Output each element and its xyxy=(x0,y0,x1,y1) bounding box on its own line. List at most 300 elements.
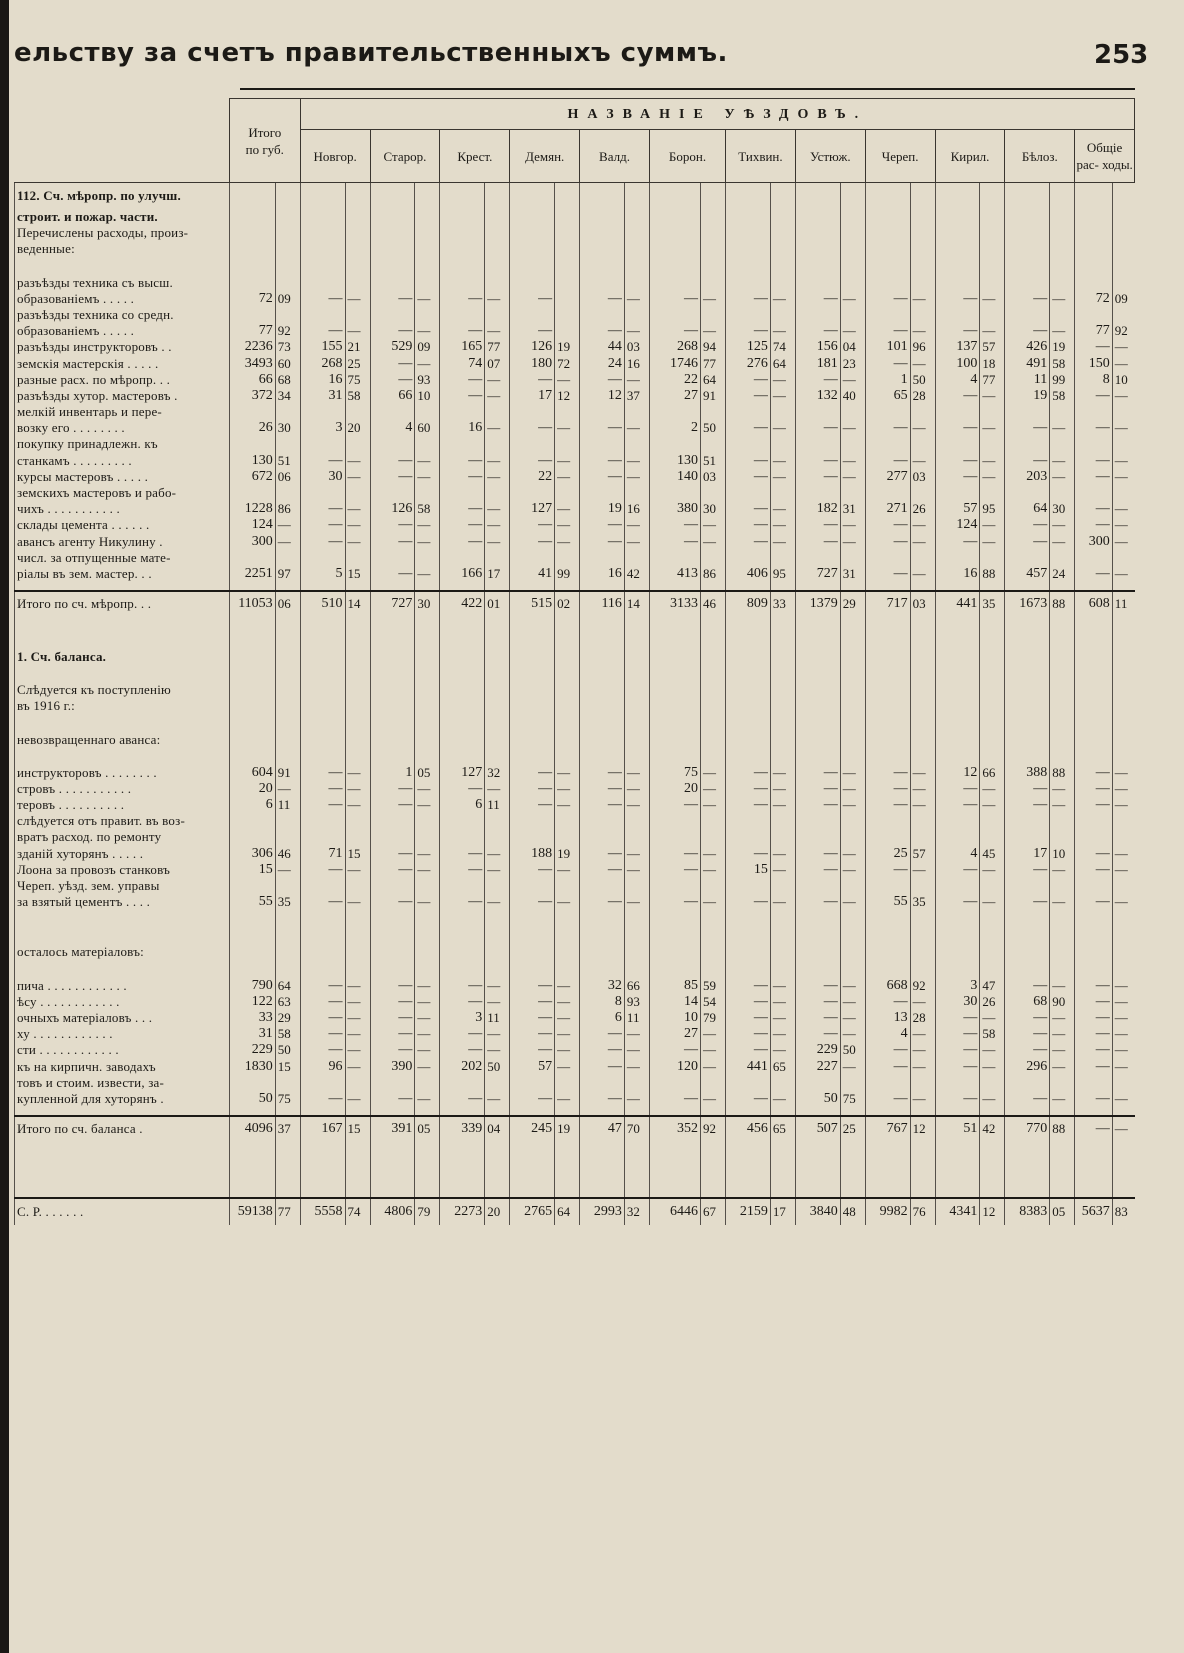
amount-rubles: — xyxy=(440,323,485,339)
amount-rubles: — xyxy=(300,1010,345,1026)
amount-rubles: 1 xyxy=(370,765,415,781)
amount-rubles xyxy=(935,183,980,205)
amount-rubles xyxy=(865,731,910,747)
amount-rubles xyxy=(1075,1169,1113,1198)
amount-rubles: — xyxy=(440,517,485,533)
amount-kopecks xyxy=(980,910,1005,927)
amount-rubles xyxy=(300,927,345,944)
amount-kopecks xyxy=(980,748,1005,765)
amount-kopecks xyxy=(345,485,370,501)
amount-kopecks xyxy=(485,813,510,829)
amount-kopecks: — xyxy=(770,323,795,339)
amount-kopecks: 94 xyxy=(701,339,726,355)
amount-kopecks: — xyxy=(415,469,440,485)
amount-rubles: 245 xyxy=(510,1116,555,1141)
amount-rubles: — xyxy=(935,533,980,549)
amount-kopecks xyxy=(701,616,726,644)
amount-kopecks: — xyxy=(485,452,510,468)
amount-kopecks: 66 xyxy=(980,765,1005,781)
amount-rubles xyxy=(865,682,910,698)
amount-kopecks xyxy=(980,829,1005,845)
amount-rubles: 16 xyxy=(440,420,485,436)
amount-rubles: — xyxy=(795,291,840,307)
amount-kopecks xyxy=(485,274,510,290)
amount-rubles xyxy=(300,436,345,452)
amount-rubles: 22 xyxy=(649,372,700,388)
table-row xyxy=(15,977,1135,993)
amount-rubles xyxy=(935,910,980,927)
amount-rubles: 426 xyxy=(1005,339,1050,355)
amount-kopecks xyxy=(275,829,300,845)
amount-rubles: 24 xyxy=(580,355,625,371)
amount-rubles xyxy=(510,878,555,894)
amount-rubles: — xyxy=(795,845,840,861)
table-row xyxy=(15,355,1135,371)
amount-kopecks xyxy=(910,1141,935,1169)
amount-kopecks: — xyxy=(624,452,649,468)
amount-rubles: — xyxy=(935,1010,980,1026)
amount-rubles xyxy=(580,731,625,747)
row-label: купленной для хуторянъ . xyxy=(15,1091,230,1107)
amount-kopecks: 10 xyxy=(1112,372,1134,388)
amount-kopecks xyxy=(345,1107,370,1116)
amount-kopecks: — xyxy=(1112,469,1134,485)
amount-kopecks: — xyxy=(275,862,300,878)
amount-kopecks: 02 xyxy=(555,591,580,616)
row-label: невозвращеннаго аванса: xyxy=(15,731,230,747)
amount-kopecks: — xyxy=(555,894,580,910)
amount-rubles: 50 xyxy=(795,1091,840,1107)
amount-kopecks xyxy=(1050,960,1075,977)
amount-rubles xyxy=(1005,878,1050,894)
amount-kopecks: — xyxy=(485,420,510,436)
amount-rubles xyxy=(440,878,485,894)
header-total-line1: Итого xyxy=(248,124,282,140)
amount-kopecks: — xyxy=(624,1026,649,1042)
amount-rubles: 5558 xyxy=(300,1198,345,1225)
amount-kopecks xyxy=(555,274,580,290)
amount-kopecks: — xyxy=(701,323,726,339)
amount-kopecks: — xyxy=(415,517,440,533)
amount-kopecks: 12 xyxy=(555,388,580,404)
amount-kopecks xyxy=(345,404,370,420)
amount-kopecks xyxy=(415,582,440,591)
row-label xyxy=(15,927,230,944)
amount-rubles xyxy=(580,225,625,241)
amount-kopecks xyxy=(275,714,300,731)
amount-kopecks xyxy=(275,183,300,205)
amount-rubles xyxy=(440,682,485,698)
amount-kopecks: 04 xyxy=(840,339,865,355)
amount-rubles xyxy=(229,183,275,205)
amount-rubles xyxy=(370,550,415,566)
amount-rubles xyxy=(440,582,485,591)
row-label: числ. за отпущенные мате- xyxy=(15,550,230,566)
amount-kopecks xyxy=(770,644,795,665)
amount-rubles xyxy=(1075,225,1113,241)
amount-rubles: 19 xyxy=(580,501,625,517)
amount-kopecks xyxy=(415,698,440,714)
amount-rubles: — xyxy=(795,452,840,468)
amount-kopecks xyxy=(415,550,440,566)
amount-rubles xyxy=(1005,960,1050,977)
amount-rubles: — xyxy=(510,977,555,993)
amount-rubles xyxy=(935,204,980,225)
amount-kopecks: — xyxy=(1112,781,1134,797)
amount-rubles xyxy=(580,307,625,323)
amount-rubles: — xyxy=(440,862,485,878)
amount-kopecks xyxy=(910,1107,935,1116)
row-label: осталось матеріаловъ: xyxy=(15,944,230,960)
amount-rubles: — xyxy=(1075,566,1113,582)
amount-rubles: — xyxy=(440,1091,485,1107)
amount-rubles: — xyxy=(795,372,840,388)
amount-kopecks xyxy=(980,550,1005,566)
amount-rubles: 77 xyxy=(229,323,275,339)
amount-rubles xyxy=(1005,748,1050,765)
table-row xyxy=(15,204,1135,225)
row-label: сти . . . . . . . . . . . . xyxy=(15,1042,230,1058)
amount-rubles xyxy=(1075,665,1113,682)
amount-kopecks xyxy=(1050,616,1075,644)
amount-rubles: — xyxy=(865,323,910,339)
amount-kopecks xyxy=(275,1107,300,1116)
amount-kopecks xyxy=(624,582,649,591)
amount-rubles: 229 xyxy=(229,1042,275,1058)
amount-kopecks xyxy=(624,714,649,731)
amount-rubles: — xyxy=(580,420,625,436)
amount-kopecks: — xyxy=(555,469,580,485)
amount-rubles: — xyxy=(510,420,555,436)
amount-rubles: — xyxy=(580,1026,625,1042)
amount-kopecks xyxy=(624,1141,649,1169)
amount-kopecks: — xyxy=(345,862,370,878)
amount-kopecks xyxy=(624,404,649,420)
amount-rubles xyxy=(726,1075,771,1091)
amount-rubles: 13 xyxy=(865,1010,910,1026)
amount-rubles: 47 xyxy=(580,1116,625,1141)
amount-rubles xyxy=(726,731,771,747)
amount-kopecks xyxy=(701,910,726,927)
amount-rubles: 41 xyxy=(510,566,555,582)
amount-rubles xyxy=(649,944,700,960)
amount-kopecks xyxy=(345,257,370,274)
amount-rubles xyxy=(510,644,555,665)
amount-kopecks xyxy=(624,829,649,845)
amount-rubles xyxy=(510,910,555,927)
amount-rubles: — xyxy=(795,781,840,797)
amount-rubles: 391 xyxy=(370,1116,415,1141)
amount-kopecks: 68 xyxy=(275,372,300,388)
amount-kopecks: — xyxy=(555,372,580,388)
amount-kopecks xyxy=(555,1107,580,1116)
amount-kopecks: — xyxy=(485,1042,510,1058)
table-row xyxy=(15,404,1135,420)
amount-kopecks: 99 xyxy=(1050,372,1075,388)
amount-rubles: 124 xyxy=(229,517,275,533)
amount-kopecks: — xyxy=(345,501,370,517)
amount-rubles: — xyxy=(795,469,840,485)
amount-rubles xyxy=(649,1141,700,1169)
amount-kopecks: — xyxy=(770,533,795,549)
amount-kopecks: — xyxy=(770,845,795,861)
amount-rubles: — xyxy=(726,533,771,549)
amount-rubles xyxy=(795,944,840,960)
row-label: ріалы въ зем. мастер. . . xyxy=(15,566,230,582)
book-spine-shadow xyxy=(0,0,9,1653)
amount-kopecks xyxy=(275,582,300,591)
amount-kopecks xyxy=(485,698,510,714)
amount-rubles xyxy=(229,307,275,323)
amount-kopecks xyxy=(415,1169,440,1198)
amount-kopecks xyxy=(275,1141,300,1169)
amount-rubles: 306 xyxy=(229,845,275,861)
amount-rubles: 57 xyxy=(935,501,980,517)
amount-rubles xyxy=(229,665,275,682)
amount-kopecks xyxy=(910,682,935,698)
amount-kopecks: 16 xyxy=(624,501,649,517)
amount-kopecks: — xyxy=(624,797,649,813)
amount-rubles: — xyxy=(510,994,555,1010)
amount-rubles: — xyxy=(370,355,415,371)
amount-rubles xyxy=(370,436,415,452)
amount-kopecks xyxy=(910,944,935,960)
amount-rubles xyxy=(440,665,485,682)
amount-rubles xyxy=(726,1169,771,1198)
row-label: разъѣзды техника съ высш. xyxy=(15,274,230,290)
amount-kopecks xyxy=(770,436,795,452)
amount-rubles xyxy=(229,698,275,714)
amount-rubles xyxy=(726,307,771,323)
amount-kopecks xyxy=(415,616,440,644)
amount-kopecks: — xyxy=(555,420,580,436)
amount-rubles xyxy=(935,257,980,274)
amount-rubles: 604 xyxy=(229,765,275,781)
amount-rubles: 809 xyxy=(726,591,771,616)
amount-kopecks xyxy=(415,183,440,205)
amount-rubles: — xyxy=(370,533,415,549)
amount-kopecks xyxy=(701,582,726,591)
amount-rubles xyxy=(300,485,345,501)
amount-kopecks: 64 xyxy=(701,372,726,388)
amount-rubles xyxy=(300,748,345,765)
amount-rubles: — xyxy=(1075,339,1113,355)
amount-kopecks xyxy=(485,241,510,257)
amount-kopecks: 64 xyxy=(770,355,795,371)
amount-kopecks: — xyxy=(555,452,580,468)
amount-rubles xyxy=(726,698,771,714)
amount-kopecks xyxy=(1112,910,1134,927)
table-row xyxy=(15,797,1135,813)
table-row xyxy=(15,550,1135,566)
row-label: покупку принадлежн. къ xyxy=(15,436,230,452)
amount-rubles xyxy=(370,1169,415,1198)
amount-rubles: — xyxy=(726,372,771,388)
amount-rubles: 515 xyxy=(510,591,555,616)
amount-rubles: 50 xyxy=(229,1091,275,1107)
amount-kopecks xyxy=(345,910,370,927)
amount-kopecks xyxy=(555,485,580,501)
amount-rubles xyxy=(935,960,980,977)
amount-rubles xyxy=(649,436,700,452)
amount-kopecks: — xyxy=(840,1010,865,1026)
amount-rubles: — xyxy=(510,372,555,388)
amount-rubles: — xyxy=(795,1010,840,1026)
amount-rubles xyxy=(440,1107,485,1116)
amount-kopecks: 37 xyxy=(624,388,649,404)
row-label: Слѣдуется къ поступленію xyxy=(15,682,230,698)
amount-rubles: 156 xyxy=(795,339,840,355)
amount-kopecks: — xyxy=(701,1058,726,1074)
amount-kopecks xyxy=(1112,829,1134,845)
row-label: строит. и пожар. части. xyxy=(15,204,230,225)
amount-kopecks: — xyxy=(485,862,510,878)
amount-kopecks xyxy=(701,644,726,665)
amount-rubles xyxy=(370,485,415,501)
amount-kopecks xyxy=(345,183,370,205)
amount-rubles xyxy=(726,927,771,944)
amount-kopecks: — xyxy=(910,1042,935,1058)
amount-rubles: — xyxy=(649,1091,700,1107)
amount-kopecks: — xyxy=(624,517,649,533)
amount-kopecks: — xyxy=(770,994,795,1010)
amount-rubles xyxy=(1075,257,1113,274)
amount-rubles: — xyxy=(300,1091,345,1107)
amount-rubles xyxy=(1075,485,1113,501)
amount-kopecks: — xyxy=(485,1091,510,1107)
amount-rubles xyxy=(795,204,840,225)
amount-rubles: — xyxy=(300,533,345,549)
amount-kopecks xyxy=(624,960,649,977)
amount-kopecks: 26 xyxy=(910,501,935,517)
amount-kopecks: 64 xyxy=(555,1198,580,1225)
amount-kopecks: — xyxy=(840,291,865,307)
amount-rubles xyxy=(649,927,700,944)
amount-kopecks: — xyxy=(1050,797,1075,813)
amount-kopecks: — xyxy=(701,1091,726,1107)
amount-rubles: — xyxy=(580,372,625,388)
amount-kopecks: 29 xyxy=(840,591,865,616)
amount-kopecks xyxy=(415,927,440,944)
amount-kopecks: — xyxy=(1112,797,1134,813)
amount-rubles xyxy=(726,404,771,420)
row-label: 1. Сч. баланса. xyxy=(15,644,230,665)
amount-kopecks xyxy=(415,307,440,323)
amount-kopecks xyxy=(1050,714,1075,731)
amount-rubles xyxy=(865,1169,910,1198)
amount-rubles: 72 xyxy=(229,291,275,307)
amount-kopecks: 48 xyxy=(840,1198,865,1225)
amount-kopecks xyxy=(770,1075,795,1091)
table-row xyxy=(15,878,1135,894)
row-label: Итого по сч. мѣропр. . . xyxy=(15,591,230,616)
amount-rubles: 3133 xyxy=(649,591,700,616)
amount-kopecks xyxy=(275,731,300,747)
amount-kopecks xyxy=(555,644,580,665)
amount-rubles xyxy=(935,307,980,323)
table-row xyxy=(15,323,1135,339)
amount-kopecks: — xyxy=(485,533,510,549)
amount-kopecks: — xyxy=(840,845,865,861)
amount-kopecks: — xyxy=(980,1042,1005,1058)
amount-kopecks: — xyxy=(770,452,795,468)
amount-kopecks xyxy=(415,204,440,225)
amount-rubles xyxy=(300,225,345,241)
amount-kopecks xyxy=(555,944,580,960)
amount-kopecks: 88 xyxy=(1050,1116,1075,1141)
amount-rubles: 74 xyxy=(440,355,485,371)
amount-kopecks xyxy=(701,927,726,944)
amount-rubles: 25 xyxy=(865,845,910,861)
amount-kopecks: 19 xyxy=(555,845,580,861)
amount-rubles xyxy=(935,616,980,644)
amount-kopecks: 06 xyxy=(275,469,300,485)
amount-kopecks xyxy=(770,404,795,420)
running-head: ельству за счетъ правительственныхъ суммъ. xyxy=(14,38,728,68)
amount-kopecks: 77 xyxy=(980,372,1005,388)
row-label: къ на кирпичн. заводахъ xyxy=(15,1058,230,1074)
amount-rubles: — xyxy=(865,994,910,1010)
amount-kopecks: 75 xyxy=(275,1091,300,1107)
amount-kopecks: — xyxy=(1112,1042,1134,1058)
amount-rubles xyxy=(795,829,840,845)
amount-rubles: — xyxy=(935,1042,980,1058)
amount-rubles xyxy=(370,225,415,241)
page-number: 253 xyxy=(1094,40,1149,70)
amount-rubles xyxy=(795,878,840,894)
table-row xyxy=(15,469,1135,485)
amount-rubles xyxy=(370,241,415,257)
amount-rubles xyxy=(580,682,625,698)
amount-rubles: — xyxy=(510,1091,555,1107)
amount-kopecks xyxy=(701,944,726,960)
amount-rubles: — xyxy=(935,420,980,436)
amount-rubles: — xyxy=(865,355,910,371)
amount-rubles xyxy=(580,436,625,452)
amount-rubles xyxy=(1075,582,1113,591)
amount-rubles: 31 xyxy=(300,388,345,404)
amount-kopecks xyxy=(910,616,935,644)
amount-kopecks: — xyxy=(345,781,370,797)
amount-kopecks: — xyxy=(555,977,580,993)
row-label: 112. Сч. мѣропр. по улучш. xyxy=(15,183,230,205)
amount-kopecks: — xyxy=(1112,845,1134,861)
amount-rubles xyxy=(300,257,345,274)
row-label: за взятый цементъ . . . . xyxy=(15,894,230,910)
amount-kopecks: — xyxy=(345,765,370,781)
amount-kopecks: — xyxy=(980,517,1005,533)
amount-kopecks xyxy=(770,813,795,829)
amount-rubles: — xyxy=(1075,781,1113,797)
amount-rubles: 2993 xyxy=(580,1198,625,1225)
amount-kopecks: 86 xyxy=(275,501,300,517)
amount-rubles xyxy=(795,1075,840,1091)
amount-rubles xyxy=(229,436,275,452)
amount-kopecks xyxy=(770,257,795,274)
amount-kopecks: — xyxy=(840,372,865,388)
amount-kopecks xyxy=(555,257,580,274)
amount-kopecks: — xyxy=(345,323,370,339)
amount-kopecks xyxy=(840,204,865,225)
amount-rubles: 130 xyxy=(229,452,275,468)
amount-kopecks xyxy=(910,183,935,205)
amount-kopecks xyxy=(701,550,726,566)
amount-rubles: — xyxy=(510,323,555,339)
amount-rubles xyxy=(370,813,415,829)
amount-rubles xyxy=(370,878,415,894)
amount-kopecks: 12 xyxy=(910,1116,935,1141)
amount-rubles: — xyxy=(1005,517,1050,533)
